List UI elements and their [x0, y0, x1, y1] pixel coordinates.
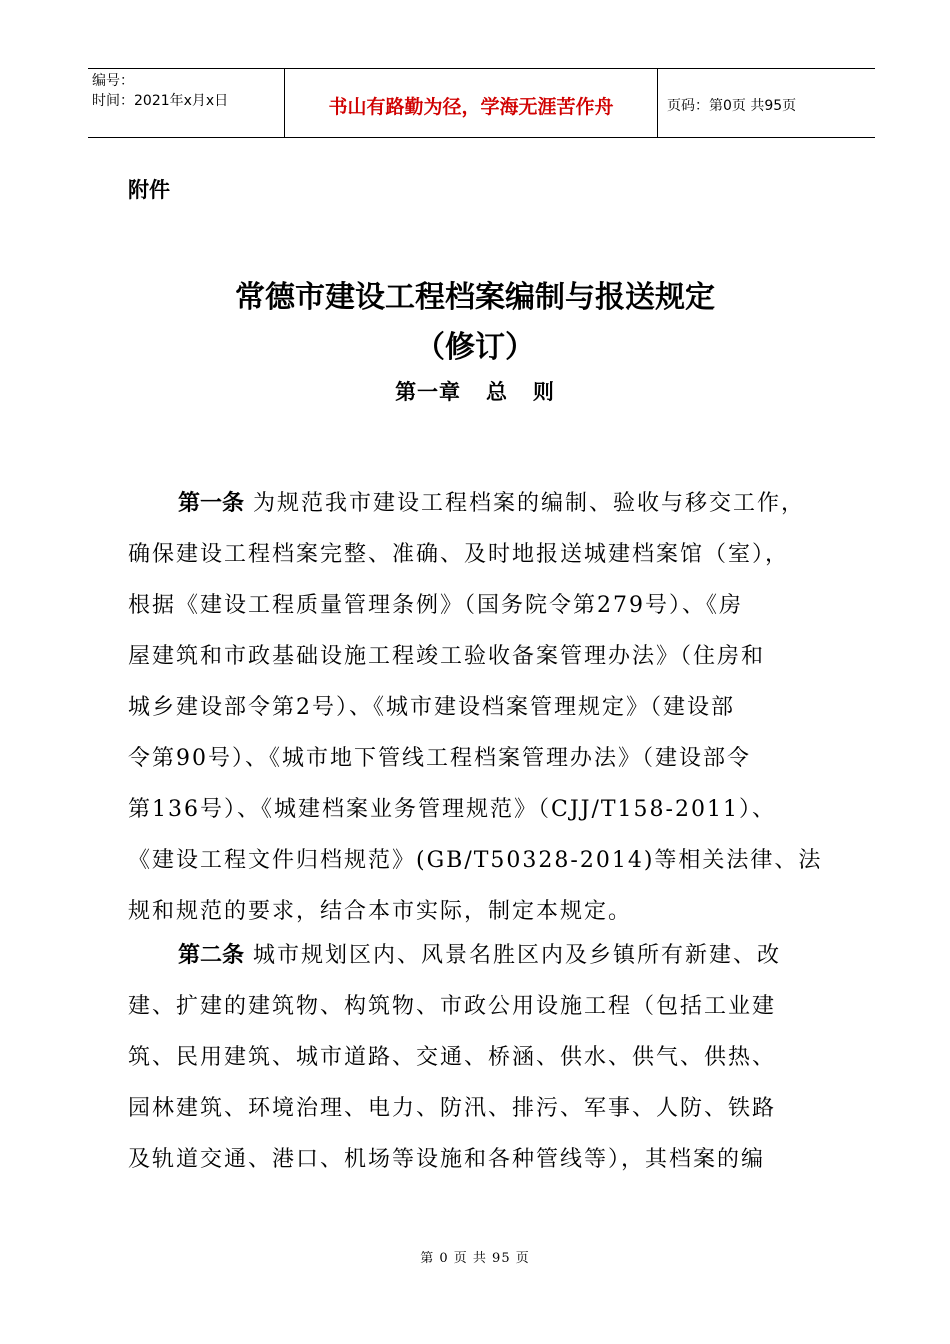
- page-footer: 第 0 页 共 95 页: [420, 1251, 530, 1266]
- header-number-label: 编号：: [92, 73, 134, 89]
- article-line: 第136号）、《城建档案业务管理规范》（CJJ/T158-2011）、: [128, 797, 776, 822]
- article-line: 筑、民用建筑、城市道路、交通、桥涵、供水、供气、供热、: [128, 1045, 777, 1070]
- article-lead: 第一条: [178, 491, 245, 516]
- article-text: 城市规划区内、风景名胜区内及乡镇所有新建、改: [253, 943, 782, 968]
- article-line: 园林建筑、环境治理、电力、防汛、排污、军事、人防、铁路: [128, 1096, 777, 1121]
- article-line: 屋建筑和市政基础设施工程竣工验收备案管理办法》（住房和: [128, 644, 766, 669]
- article-line: 规和规范的要求，结合本市实际，制定本规定。: [128, 899, 633, 924]
- document-title: 常德市建设工程档案编制与报送规定: [235, 280, 715, 315]
- article-line: [128, 478, 840, 529]
- article-2: [128, 930, 840, 1185]
- article-lead: 第二条: [178, 943, 245, 968]
- article-line: [128, 930, 840, 981]
- article-line: 根据《建设工程质量管理条例》（国务院令第279号）、《房: [128, 593, 743, 618]
- article-line: 《建设工程文件归档规范》(GB/T50328-2014)等相关法律、法: [128, 848, 823, 873]
- header-time-label: 时间：2021年x月x日: [92, 93, 229, 109]
- header-table: [88, 68, 875, 138]
- header-motto: 书山有路勤为径，学海无涯苦作舟: [284, 69, 658, 137]
- header-meta-cell: [88, 69, 284, 137]
- article-line: 令第90号）、《城市地下管线工程档案管理办法》（建设部令: [128, 746, 751, 771]
- document-subtitle: （修订）: [415, 330, 535, 365]
- article-line: 确保建设工程档案完整、准确、及时地报送城建档案馆（室），: [128, 542, 790, 567]
- article-1: [128, 478, 840, 937]
- header-page-label: 页码：第0页 共95页: [667, 97, 797, 114]
- chapter-heading: 第一章 总 则: [395, 379, 555, 404]
- article-line: 城乡建设部令第2号）、《城市建设档案管理规定》（建设部: [128, 695, 735, 720]
- article-line: 建、扩建的建筑物、构筑物、市政公用设施工程（包括工业建: [128, 994, 777, 1019]
- article-text: 为规范我市建设工程档案的编制、验收与移交工作，: [253, 491, 806, 516]
- article-line: 及轨道交通、港口、机场等设施和各种管线等），其档案的编: [128, 1147, 766, 1172]
- attachment-label: 附件: [128, 178, 170, 202]
